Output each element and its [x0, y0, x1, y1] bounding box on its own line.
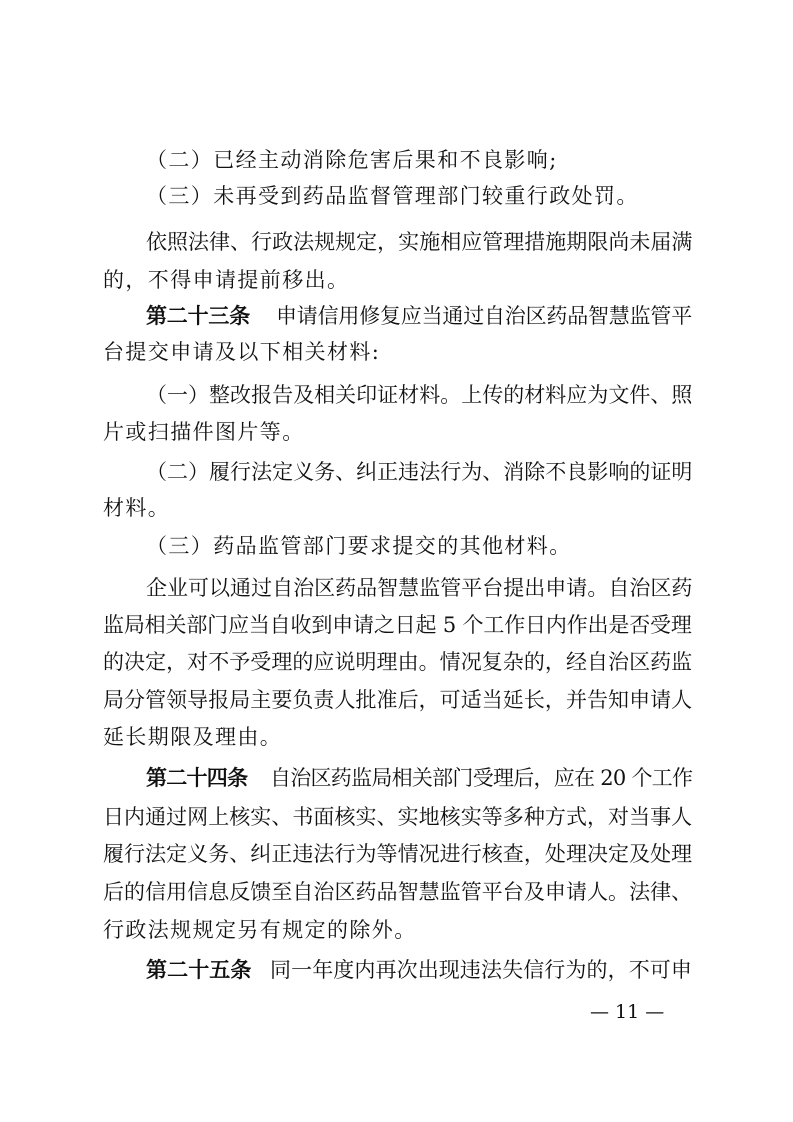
text-line: [0, 842, 793, 866]
paragraph-text: 延长期限及理由。: [103, 725, 283, 749]
paragraph-text: 企业可以通过自治区药品智慧监管平台提出申请。自治区药: [146, 576, 693, 600]
article-heading: 第二十三条: [146, 304, 250, 328]
paragraph-text: 监局相关部门应当自收到申请之日起 5 个工作日内作出是否受理: [103, 613, 692, 637]
paragraph-text: 材料。: [103, 496, 171, 520]
page-number: — 11 —: [590, 1001, 665, 1023]
text-line: [0, 613, 793, 637]
paragraph-text: 申请信用修复应当通过自治区药品智慧监管平: [276, 304, 692, 328]
text-line: [0, 650, 793, 674]
text-line: [0, 534, 793, 558]
text-line: [0, 184, 793, 208]
paragraph-text: 后的信用信息反馈至自治区药品智慧监管平台及申请人。法律、: [103, 880, 693, 904]
text-line: [0, 496, 793, 520]
text-line: [0, 460, 793, 484]
text-line: [0, 880, 793, 904]
text-line: [0, 918, 793, 942]
text-line: [0, 766, 793, 790]
paragraph-text: 片或扫描件图片等。: [103, 420, 305, 444]
text-line: [0, 304, 793, 328]
text-line: [0, 230, 793, 254]
text-line: [0, 420, 793, 444]
text-line: [0, 340, 793, 364]
text-line: [0, 383, 793, 407]
text-line: [0, 725, 793, 749]
text-line: [0, 805, 793, 829]
text-line: [0, 958, 793, 982]
clause-item: （三）未再受到药品监督管理部门较重行政处罚。: [146, 184, 639, 208]
paragraph-text: 台提交申请及以下相关材料:: [103, 340, 381, 364]
clause-item: （一）整改报告及相关印证材料。上传的材料应为文件、照: [146, 383, 693, 407]
paragraph-text: 的决定，对不予受理的应说明理由。情况复杂的，经自治区药监: [103, 650, 693, 674]
paragraph-text: 日内通过网上核实、书面核实、实地核实等多种方式，对当事人: [103, 805, 693, 829]
text-line: [0, 268, 793, 292]
paragraph-text: 同一年度内再次出现违法失信行为的，不可申: [270, 958, 692, 982]
clause-item: （二）已经主动消除危害后果和不良影响;: [146, 148, 558, 172]
paragraph-text: 局分管领导报局主要负责人批准后，可适当延长，并告知申请人: [103, 688, 693, 712]
text-line: [0, 576, 793, 600]
paragraph-text: 自治区药监局相关部门受理后，应在 20 个工作: [270, 766, 693, 790]
text-line: [0, 688, 793, 712]
paragraph-text: 行政法规规定另有规定的除外。: [103, 918, 417, 942]
paragraph-text: 履行法定义务、纠正违法行为等情况进行核查，处理决定及处理: [103, 842, 693, 866]
article-heading: 第二十四条: [146, 766, 248, 790]
paragraph-text: 的，不得申请提前移出。: [103, 268, 350, 292]
clause-item: （三）药品监管部门要求提交的其他材料。: [146, 534, 572, 558]
article-heading: 第二十五条: [146, 958, 252, 982]
paragraph-text: 依照法律、行政法规规定，实施相应管理措施期限尚未届满: [146, 230, 693, 254]
clause-item: （二）履行法定义务、纠正违法行为、消除不良影响的证明: [146, 460, 693, 484]
text-line: [0, 148, 793, 172]
